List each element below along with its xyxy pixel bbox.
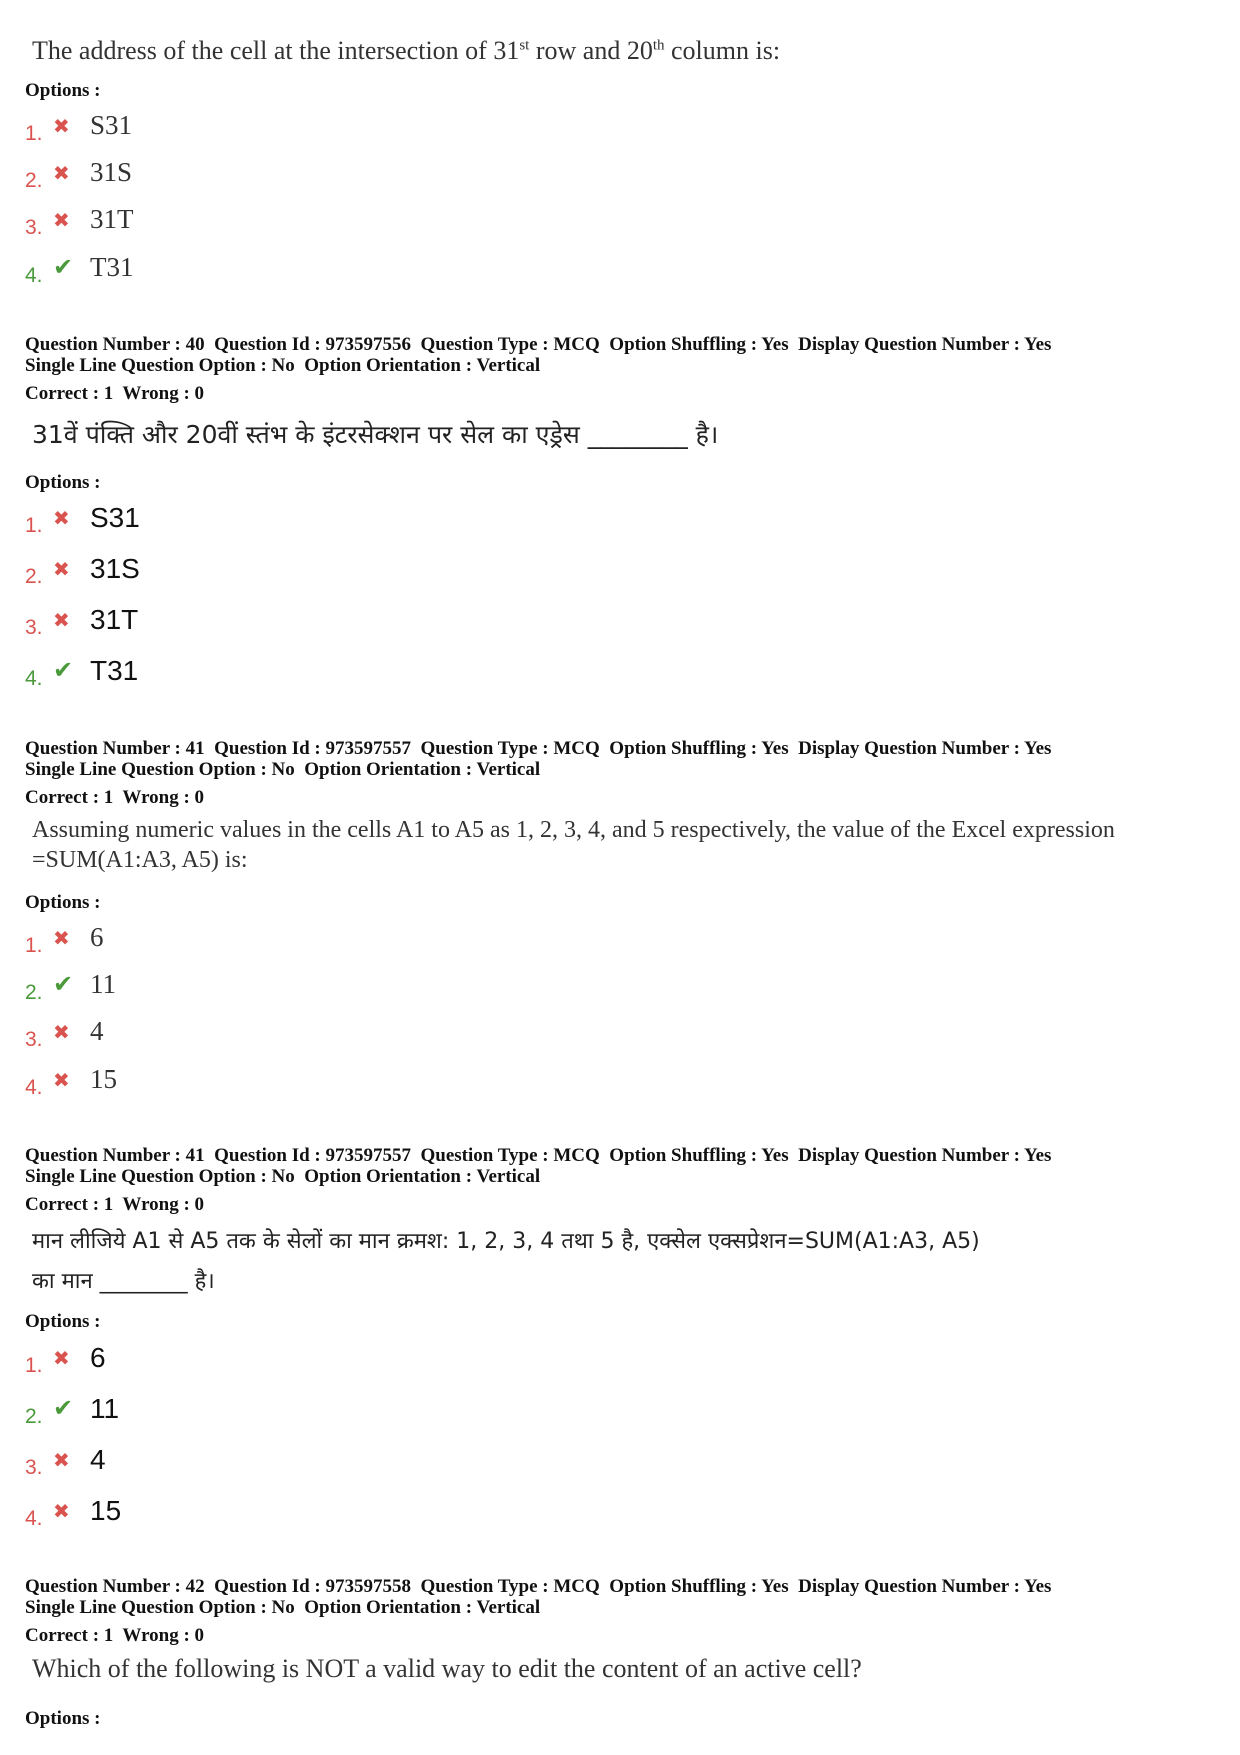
option-row bbox=[25, 604, 625, 644]
cross-icon: ✖ bbox=[53, 114, 70, 138]
cross-icon: ✖ bbox=[53, 1499, 70, 1523]
option-row bbox=[25, 1342, 625, 1382]
marks-line: Correct : 1 Wrong : 0 bbox=[25, 1625, 205, 1646]
option-number: 2. bbox=[25, 1405, 43, 1428]
option-row bbox=[25, 1495, 625, 1535]
superscript: st bbox=[519, 37, 530, 54]
option-number: 1. bbox=[25, 514, 43, 537]
options-label: Options : bbox=[25, 1708, 101, 1729]
option-row bbox=[25, 655, 625, 695]
question-text bbox=[32, 34, 780, 68]
cross-icon: ✖ bbox=[53, 926, 70, 950]
option-value: T31 bbox=[90, 252, 134, 282]
option-number: 1. bbox=[25, 122, 43, 145]
check-icon: ✔ bbox=[53, 253, 74, 281]
option-value: S31 bbox=[90, 110, 133, 140]
option-value: 6 bbox=[90, 922, 104, 952]
option-value: 4 bbox=[90, 1016, 104, 1046]
question-meta-line: Single Line Question Option : No Option Orientation : Vertical bbox=[25, 759, 541, 780]
option-row bbox=[25, 969, 625, 1009]
option-number: 4. bbox=[25, 1076, 43, 1099]
cross-icon: ✖ bbox=[53, 161, 70, 185]
option-row bbox=[25, 1016, 625, 1056]
question-text bbox=[32, 1222, 980, 1302]
option-number: 3. bbox=[25, 616, 43, 639]
check-icon: ✔ bbox=[53, 970, 74, 998]
option-number: 4. bbox=[25, 264, 43, 287]
marks-line: Correct : 1 Wrong : 0 bbox=[25, 787, 205, 808]
cross-icon: ✖ bbox=[53, 1346, 70, 1370]
option-row bbox=[25, 204, 625, 244]
option-number: 2. bbox=[25, 565, 43, 588]
option-value: 31S bbox=[90, 553, 140, 584]
superscript: th bbox=[652, 37, 665, 54]
option-number: 4. bbox=[25, 1507, 43, 1530]
option-row bbox=[25, 1393, 625, 1433]
options-label: Options : bbox=[25, 1311, 101, 1332]
question-text-part: column is: bbox=[664, 36, 781, 65]
question-meta-line: Question Number : 40 Question Id : 973597556 Question Type : MCQ Option Shuffling : Yes Display Question Number : Yes bbox=[25, 334, 1052, 355]
question-text-line: Assuming numeric values in the cells A1 to A5 as 1, 2, 3, 4, and 5 respectively, the value of the Excel expression bbox=[32, 817, 1115, 843]
marks-line: Correct : 1 Wrong : 0 bbox=[25, 1194, 205, 1215]
question-meta-line: Single Line Question Option : No Option Orientation : Vertical bbox=[25, 355, 541, 376]
check-icon: ✔ bbox=[53, 656, 74, 684]
option-row bbox=[25, 1064, 625, 1104]
cross-icon: ✖ bbox=[53, 557, 70, 581]
option-row bbox=[25, 157, 625, 197]
options-label: Options : bbox=[25, 892, 101, 913]
cross-icon: ✖ bbox=[53, 608, 70, 632]
option-number: 2. bbox=[25, 169, 43, 192]
option-number: 3. bbox=[25, 1028, 43, 1051]
question-meta-line: Single Line Question Option : No Option Orientation : Vertical bbox=[25, 1597, 541, 1618]
option-row bbox=[25, 1444, 625, 1484]
option-value: T31 bbox=[90, 655, 139, 686]
question-text-part: The address of the cell at the intersection of 31 bbox=[32, 36, 520, 65]
question-meta-line: Question Number : 41 Question Id : 973597557 Question Type : MCQ Option Shuffling : Yes Display Question Number : Yes bbox=[25, 738, 1052, 759]
option-value: 11 bbox=[90, 1393, 120, 1424]
option-row bbox=[25, 110, 625, 150]
question-text: Which of the following is NOT a valid way to edit the content of an active cell? bbox=[32, 1654, 862, 1683]
option-value: 4 bbox=[90, 1444, 106, 1475]
option-value: 31T bbox=[90, 204, 134, 234]
option-number: 3. bbox=[25, 1456, 43, 1479]
question-text bbox=[32, 815, 1115, 875]
option-value: 31T bbox=[90, 604, 139, 635]
option-value: 6 bbox=[90, 1342, 106, 1373]
cross-icon: ✖ bbox=[53, 506, 70, 530]
options-label: Options : bbox=[25, 80, 101, 101]
option-number: 3. bbox=[25, 216, 43, 239]
cross-icon: ✖ bbox=[53, 1068, 70, 1092]
question-meta-line: Question Number : 41 Question Id : 973597557 Question Type : MCQ Option Shuffling : Yes Display Question Number : Yes bbox=[25, 1145, 1052, 1166]
question-text-line: मान लीजिये A1 से A5 तक के सेलों का मान क्रमश: 1, 2, 3, 4 तथा 5 है, एक्सेल एक्सप्रेशन=SUM(A1:A3, A5) bbox=[32, 1229, 980, 1254]
cross-icon: ✖ bbox=[53, 208, 70, 232]
option-row bbox=[25, 922, 625, 962]
option-number: 1. bbox=[25, 1354, 43, 1377]
option-number: 4. bbox=[25, 667, 43, 690]
option-row bbox=[25, 502, 625, 542]
check-icon: ✔ bbox=[53, 1394, 74, 1422]
question-text-line: =SUM(A1:A3, A5) is: bbox=[32, 847, 248, 873]
options-label: Options : bbox=[25, 472, 101, 493]
question-meta-line: Question Number : 42 Question Id : 973597558 Question Type : MCQ Option Shuffling : Yes Display Question Number : Yes bbox=[25, 1576, 1052, 1597]
question-text-line: का मान ________ है। bbox=[32, 1269, 215, 1294]
option-row bbox=[25, 553, 625, 593]
option-value: 11 bbox=[90, 969, 116, 999]
cross-icon: ✖ bbox=[53, 1448, 70, 1472]
option-number: 1. bbox=[25, 934, 43, 957]
question-text: 31वें पंक्ति और 20वीं स्तंभ के इंटरसेक्शन पर सेल का एड्रेस ________ है। bbox=[32, 420, 719, 449]
option-value: 15 bbox=[90, 1495, 122, 1526]
cross-icon: ✖ bbox=[53, 1020, 70, 1044]
option-row bbox=[25, 252, 625, 292]
question-text-part: row and 20 bbox=[529, 36, 653, 65]
option-value: 15 bbox=[90, 1064, 117, 1094]
question-meta-line: Single Line Question Option : No Option Orientation : Vertical bbox=[25, 1166, 541, 1187]
option-value: 31S bbox=[90, 157, 133, 187]
option-number: 2. bbox=[25, 981, 43, 1004]
option-value: S31 bbox=[90, 502, 140, 533]
marks-line: Correct : 1 Wrong : 0 bbox=[25, 383, 205, 404]
